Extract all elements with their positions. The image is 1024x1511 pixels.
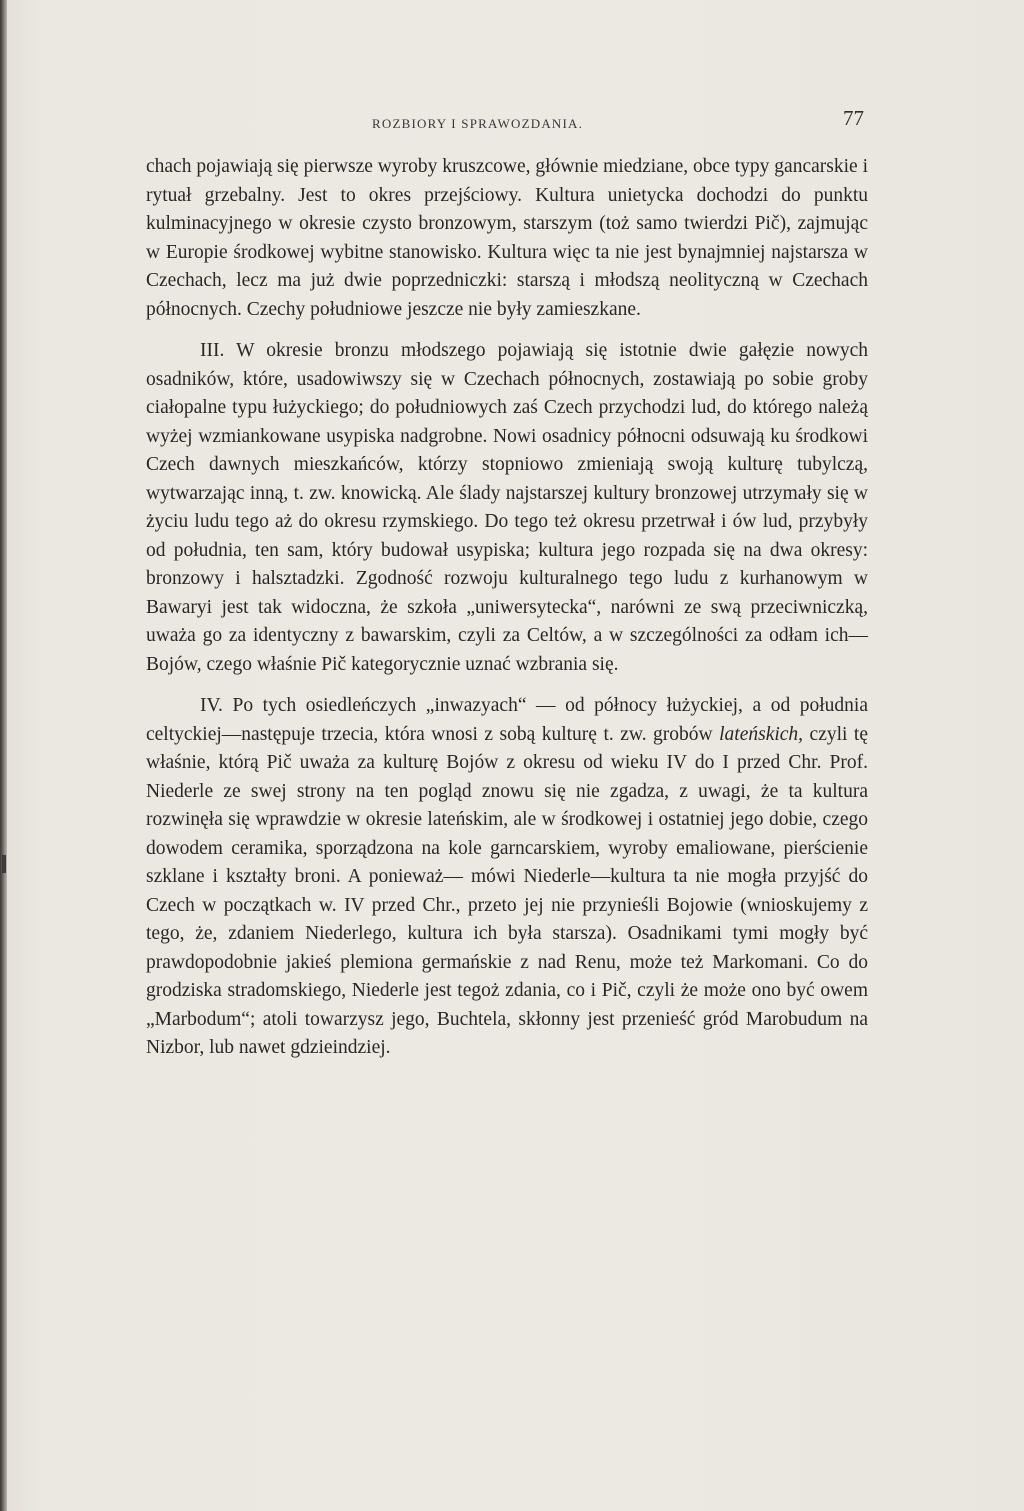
page-number: 77 [843,106,864,130]
italic-term: lateńskich, [719,723,804,745]
running-title: ROZBIORY I SPRAWOZDANIA. [372,116,584,131]
paragraph-section-iv-part1: IV. Po tych osiedleńczych „inwazyach“ — od północy łużyckiej, a od południa celtyckiej—następuje trzecia, która wnosi z sobą kulturę t. zw. grobów [146,695,868,745]
page-spine-shadow [0,0,7,1511]
paragraph-section-iv [146,692,868,1063]
body-text [146,153,868,1063]
paragraph-continuation: chach pojawiają się pierwsze wyroby kruszcowe, głównie miedziane, obce typy gancarskie i rytuał grzebalny. Jest to okres przejściowy. Kultura unietycka dochodzi do punktu kulminacyjnego w okresie czysto bronzowym, starszym (toż samo twierdzi Pič), zajmując w Europie środkowej wybitne stanowisko. Kultura więc ta nie jest bynajmniej najstarsza w Czechach, lecz ma już dwie poprzedniczki: starszą i młodszą neolityczną w Czechach północnych. Czechy południowe jeszcze nie były zamieszkane. [146,156,868,320]
margin-mark [2,855,6,873]
paragraph-section-iv-part2: czyli tę właśnie, którą Pič uważa za kulturę Bojów z okresu od wieku IV do I przed Chr. Prof. Niederle ze swej strony na ten pogląd znowu się nie zgadza, z uwagi, że ta kultura rozwinęła się wprawdzie w okresie lateńskim, ale w środkowej i ostatniej jego dobie, czego dowodem ceramika, sporządzona na kole garncarskiem, wyroby emaliowane, pierścienie szklane i kształty broni. A ponieważ— mówi Niederle—kultura ta nie mogła przyjść do Czech w początkach w. IV przed Chr., przeto jej nie przynieśli Bojowie (wnioskujemy z tego, że, zdaniem Niederlego, kultura ich była starsza). Osadnikami tymi mogły być prawdopodobnie jakieś plemiona germańskie z nad Renu, może też Markomani. Co do grodziska stradomskiego, Niederle jest tegoż zdania, co i Pič, czyli że może ono być owem „Marbodum“; atoli towarzysz jego, Buchtela, skłonny jest przenieść gród Marobudum na Nizbor, lub nawet gdzieindziej. [146,723,869,1058]
paragraph-section-iii: III. W okresie bronzu młodszego pojawiają się istotnie dwie gałęzie nowych osadników, które, usadowiwszy się w Czechach północnych, zostawiają po sobie groby ciałopalne typu łużyckiego; do południowych zaś Czech przychodzi lud, do którego należą wyżej wzmiankowane usypiska nadgrobne. Nowi osadnicy północni odsuwają ku środkowi Czech dawnych mieszkańców, którzy stopniowo zmieniają swoją kulturę tubylczą, wytwarzając inną, t. zw. knowicką. Ale ślady najstarszej kultury bronzowej utrzymały się w życiu ludu tego aż do okresu rzymskiego. Do tego też okresu przetrwał i ów lud, przybyły od południa, ten sam, który budował usypiska; kultura jego rozpada się na dwa okresy: bronzowy i halsztadzki. Zgodność rozwoju kulturalnego tego ludu z kurhanowym w Bawaryi jest tak widoczna, że szkoła „uniwersytecka“, narówni ze swą przeciwniczką, uważa go za identyczny z bawarskim, czyli za Celtów, a w szczególności za odłam ich—Bojów, czego właśnie Pič kategorycznie uznać wzbrania się. [146,340,868,675]
page-header [146,104,868,134]
